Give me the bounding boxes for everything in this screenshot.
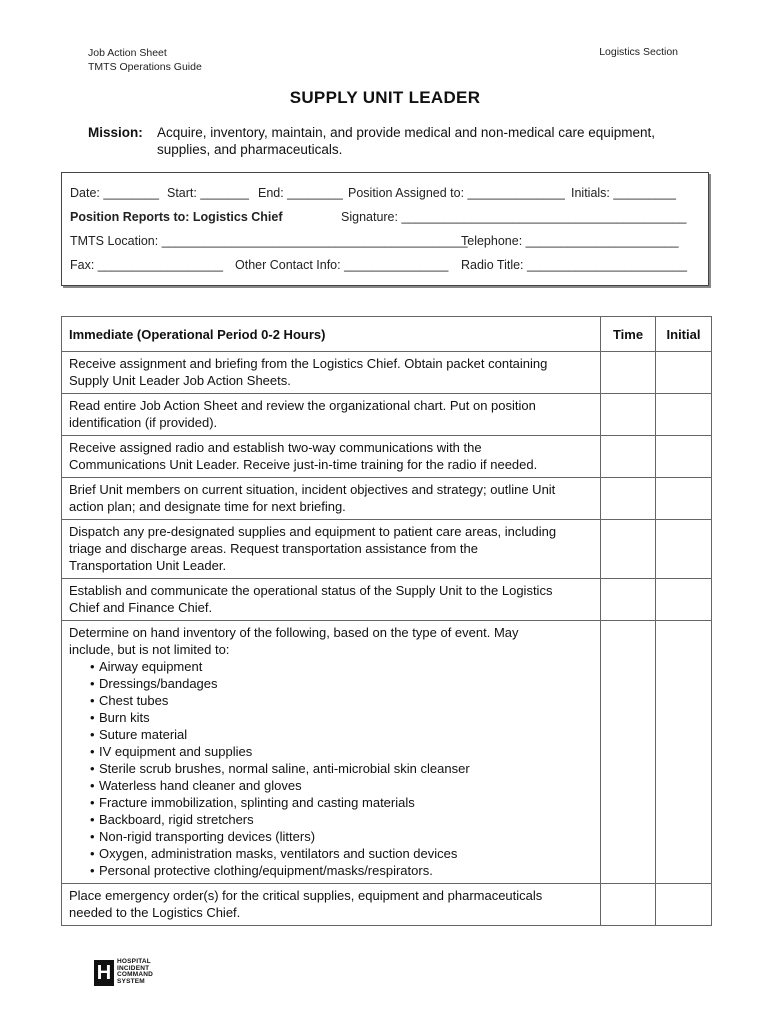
time-cell[interactable]: [601, 884, 656, 926]
guide-name: TMTS Operations Guide: [88, 61, 202, 73]
initial-cell[interactable]: [656, 520, 712, 579]
task-line: Chief and Finance Chief.: [69, 600, 213, 615]
header-left: [88, 46, 202, 74]
initial-cell[interactable]: [656, 884, 712, 926]
task-line: triage and discharge areas. Request transportation assistance from the: [69, 541, 479, 556]
time-cell[interactable]: [601, 436, 656, 478]
list-item: • Backboard, rigid stretchers: [99, 811, 593, 828]
date-field[interactable]: Date: ________: [70, 186, 159, 200]
initial-cell[interactable]: [656, 436, 712, 478]
mission-label: Mission:: [88, 125, 143, 140]
reports-to: Position Reports to: Logistics Chief: [70, 210, 283, 224]
time-cell[interactable]: [601, 352, 656, 394]
initial-cell[interactable]: [656, 621, 712, 884]
mission-line-1: Acquire, inventory, maintain, and provide medical and non-medical care equipment,: [157, 125, 656, 140]
list-item: • Personal protective clothing/equipment/masks/respirators.: [99, 862, 593, 879]
list-item: • Waterless hand cleaner and gloves: [99, 777, 593, 794]
table-row: [62, 394, 712, 436]
location-field[interactable]: TMTS Location: ____________________________________________: [70, 234, 468, 248]
task-text: [62, 394, 601, 436]
telephone-field[interactable]: Telephone: ______________________: [461, 234, 679, 248]
task-text: [62, 352, 601, 394]
task-line: Read entire Job Action Sheet and review the organizational chart. Put on position: [69, 398, 536, 413]
mission-statement: [88, 124, 688, 158]
list-item: • Burn kits: [99, 709, 593, 726]
logo-word: HOSPITAL: [117, 958, 151, 965]
task-line: identification (if provided).: [69, 415, 218, 430]
initial-cell[interactable]: [656, 394, 712, 436]
table-header-row: [62, 317, 712, 352]
logo-word: SYSTEM: [117, 978, 145, 986]
assignment-info-box: [61, 172, 709, 286]
section-name: Logistics Section: [599, 46, 678, 58]
fax-field[interactable]: Fax: __________________: [70, 258, 223, 272]
logo-words: [117, 959, 153, 986]
list-item: • Dressings/bandages: [99, 675, 593, 692]
table-row-inventory: [62, 621, 712, 884]
initial-cell[interactable]: [656, 352, 712, 394]
inventory-list: [69, 658, 593, 879]
end-field[interactable]: End: ________: [258, 186, 343, 200]
action-table: [61, 316, 712, 926]
task-text: [62, 520, 601, 579]
initial-header: Initial: [656, 317, 712, 352]
list-item: • Fracture immobilization, splinting and casting materials: [99, 794, 593, 811]
time-cell[interactable]: [601, 520, 656, 579]
other-contact-field[interactable]: Other Contact Info: _______________: [235, 258, 449, 272]
task-line: Communications Unit Leader. Receive just-in-time training for the radio if needed.: [69, 457, 538, 472]
logo-word: INCIDENT: [117, 964, 150, 972]
task-line: needed to the Logistics Chief.: [69, 905, 241, 920]
radio-title-field[interactable]: Radio Title: _______________________: [461, 258, 687, 272]
table-row: [62, 884, 712, 926]
task-line: Transportation Unit Leader.: [69, 558, 227, 573]
task-line: Receive assignment and briefing from the Logistics Chief. Obtain packet containing: [69, 356, 548, 371]
task-text: [62, 884, 601, 926]
table-row: [62, 352, 712, 394]
task-line: Receive assigned radio and establish two-way communications with the: [69, 440, 482, 455]
list-item: • Non-rigid transporting devices (litters): [99, 828, 593, 845]
position-assigned-field[interactable]: Position Assigned to: ______________: [348, 186, 565, 200]
task-line: Place emergency order(s) for the critical supplies, equipment and pharmaceuticals: [69, 888, 543, 903]
time-cell[interactable]: [601, 621, 656, 884]
time-header: Time: [601, 317, 656, 352]
initial-cell[interactable]: [656, 579, 712, 621]
task-line: action plan; and designate time for next briefing.: [69, 499, 346, 514]
task-text: [62, 621, 601, 884]
mission-line-2: supplies, and pharmaceuticals.: [157, 142, 343, 157]
time-cell[interactable]: [601, 579, 656, 621]
logo-word: COMMAND: [117, 971, 154, 979]
task-line: Dispatch any pre-designated supplies and equipment to patient care areas, including: [69, 524, 557, 539]
list-item: • Oxygen, administration masks, ventilators and suction devices: [99, 845, 593, 862]
table-row: [62, 436, 712, 478]
list-item: • IV equipment and supplies: [99, 743, 593, 760]
start-field[interactable]: Start: _______: [167, 186, 250, 200]
initials-field[interactable]: Initials: _________: [571, 186, 676, 200]
signature-field[interactable]: Signature: _________________________________________: [341, 210, 687, 224]
task-line: include, but is not limited to:: [69, 642, 230, 657]
logo-letter: H: [94, 960, 114, 986]
initial-cell[interactable]: [656, 478, 712, 520]
list-item: • Chest tubes: [99, 692, 593, 709]
task-text: [62, 436, 601, 478]
list-item: • Airway equipment: [99, 658, 593, 675]
table-row: [62, 478, 712, 520]
list-item: • Sterile scrub brushes, normal saline, anti-microbial skin cleanser: [99, 760, 593, 777]
task-line: Establish and communicate the operational status of the Supply Unit to the Logistics: [69, 583, 553, 598]
period-header: Immediate (Operational Period 0-2 Hours): [62, 317, 601, 352]
time-cell[interactable]: [601, 478, 656, 520]
table-row: [62, 579, 712, 621]
table-row: [62, 520, 712, 579]
hics-logo: [94, 960, 156, 986]
page-title: SUPPLY UNIT LEADER: [289, 88, 481, 107]
task-line: Determine on hand inventory of the following, based on the type of event. May: [69, 625, 519, 640]
time-cell[interactable]: [601, 394, 656, 436]
task-line: Brief Unit members on current situation, incident objectives and strategy; outline Unit: [69, 482, 556, 497]
task-text: [62, 478, 601, 520]
task-line: Supply Unit Leader Job Action Sheets.: [69, 373, 291, 388]
list-item: • Suture material: [99, 726, 593, 743]
task-text: [62, 579, 601, 621]
sheet-type: Job Action Sheet: [88, 47, 167, 59]
